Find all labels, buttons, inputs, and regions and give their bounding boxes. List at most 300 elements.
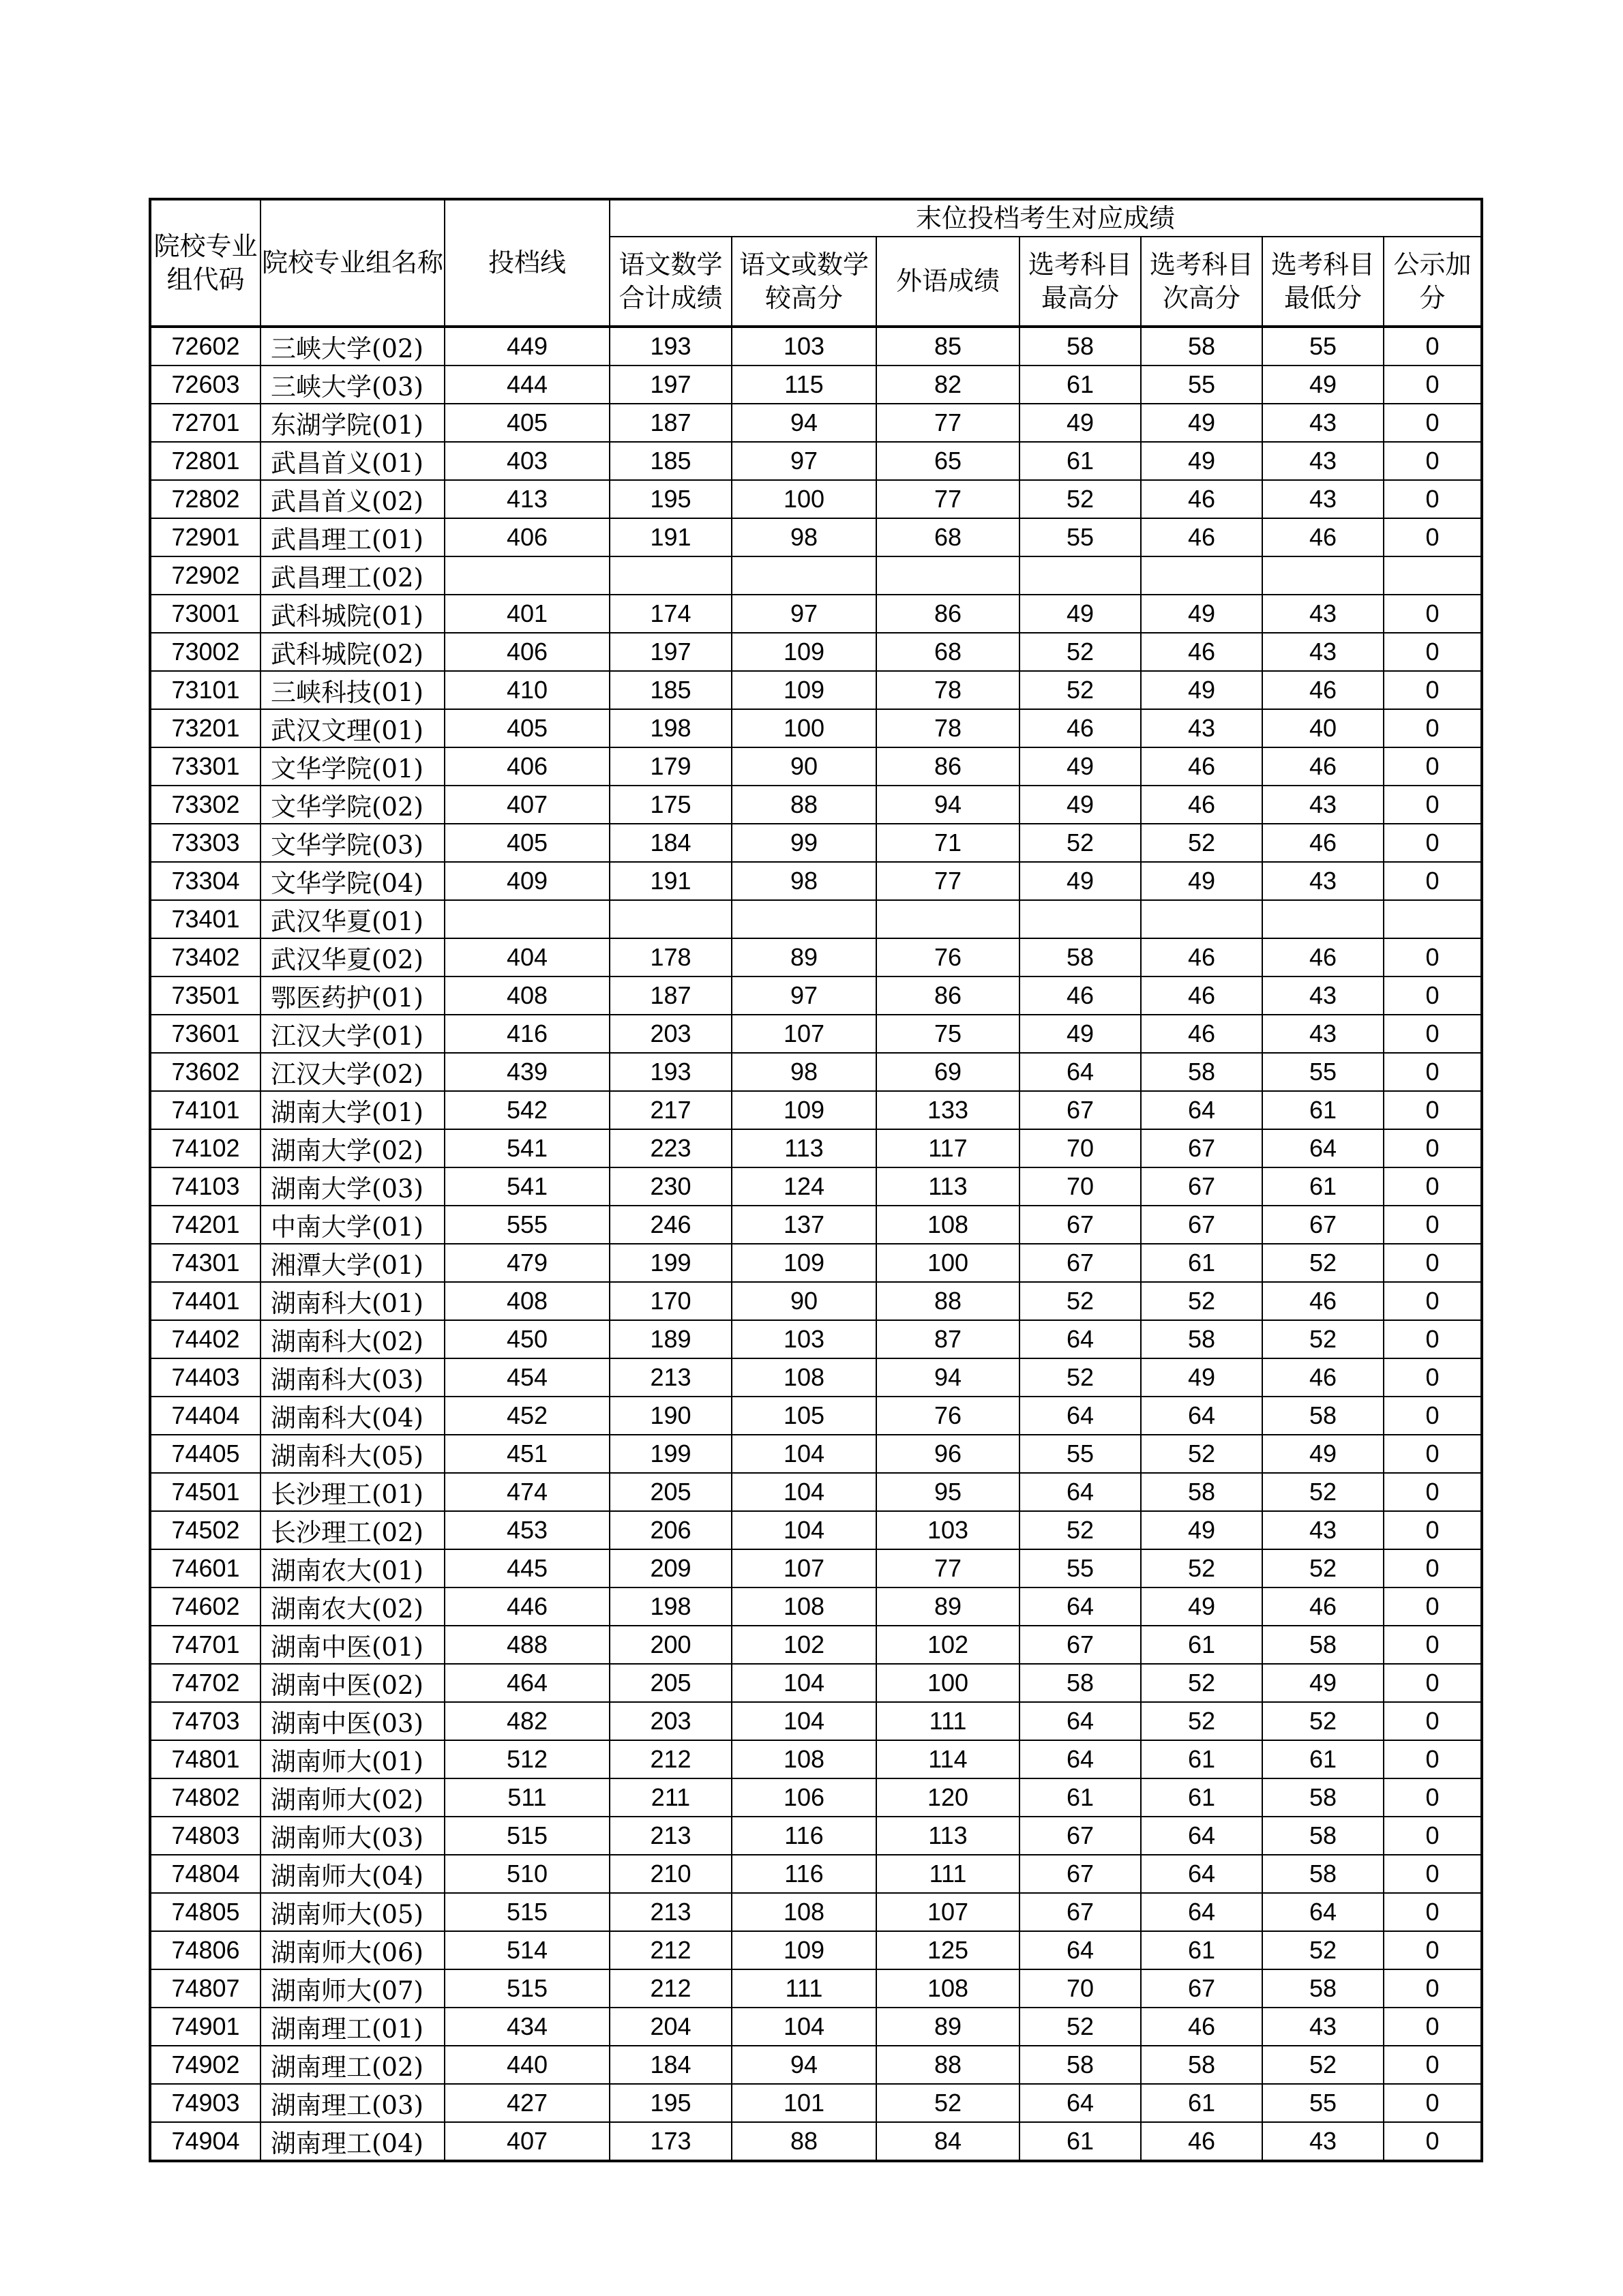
cell-cm-total: [610, 900, 732, 938]
cell-foreign: 87: [876, 1320, 1019, 1358]
cell-line: 439: [445, 1053, 610, 1091]
table-row: [150, 442, 1482, 480]
cell-elective-low: 43: [1262, 976, 1384, 1015]
cell-elective-low: 55: [1262, 1053, 1384, 1091]
cell-elective-high: [1019, 900, 1141, 938]
table-row: [150, 1855, 1482, 1893]
cell-cm-total: 195: [610, 2084, 732, 2122]
table-row: [150, 2122, 1482, 2161]
cell-cm-high: 98: [732, 1053, 876, 1091]
cell-cm-total: 178: [610, 938, 732, 976]
cell-bonus: 0: [1384, 1893, 1482, 1931]
cell-name: 三峡大学(03): [260, 366, 445, 404]
cell-code: 72901: [150, 518, 260, 556]
cell-cm-high: 124: [732, 1167, 876, 1206]
cell-foreign: 108: [876, 1969, 1019, 2008]
cell-foreign: 86: [876, 595, 1019, 633]
cell-elective-second: 64: [1141, 1817, 1262, 1855]
cell-code: 74201: [150, 1206, 260, 1244]
cell-elective-high: 46: [1019, 709, 1141, 747]
cell-code: 72801: [150, 442, 260, 480]
cell-line: 413: [445, 480, 610, 518]
cell-cm-high: 105: [732, 1397, 876, 1435]
cell-name: 东湖学院(01): [260, 404, 445, 442]
cell-name: 湖南大学(01): [260, 1091, 445, 1129]
cell-elective-second: 55: [1141, 366, 1262, 404]
cell-line: 404: [445, 938, 610, 976]
cell-cm-total: 217: [610, 1091, 732, 1129]
cell-elective-low: 49: [1262, 1664, 1384, 1702]
cell-elective-low: 46: [1262, 518, 1384, 556]
cell-elective-low: 43: [1262, 442, 1384, 480]
admission-score-table: [149, 198, 1483, 2162]
cell-elective-high: 49: [1019, 1015, 1141, 1053]
cell-name: 湖南理工(02): [260, 2046, 445, 2084]
cell-elective-high: 67: [1019, 1626, 1141, 1664]
table-row: [150, 976, 1482, 1015]
cell-elective-high: 61: [1019, 1778, 1141, 1817]
cell-cm-total: 170: [610, 1282, 732, 1320]
table-row: [150, 938, 1482, 976]
cell-code: 74703: [150, 1702, 260, 1740]
cell-name: 湖南师大(03): [260, 1817, 445, 1855]
cell-code: 74402: [150, 1320, 260, 1358]
cell-elective-second: 49: [1141, 1358, 1262, 1397]
cell-line: 479: [445, 1244, 610, 1282]
cell-line: 444: [445, 366, 610, 404]
cell-elective-high: 49: [1019, 786, 1141, 824]
cell-foreign: 111: [876, 1855, 1019, 1893]
cell-elective-second: 67: [1141, 1167, 1262, 1206]
cell-foreign: 103: [876, 1511, 1019, 1549]
cell-bonus: 0: [1384, 1817, 1482, 1855]
cell-foreign: 100: [876, 1664, 1019, 1702]
cell-foreign: 78: [876, 709, 1019, 747]
cell-code: 74602: [150, 1587, 260, 1626]
cell-elective-high: 64: [1019, 1587, 1141, 1626]
cell-elective-high: 52: [1019, 2008, 1141, 2046]
cell-line: 541: [445, 1129, 610, 1167]
cell-bonus: 0: [1384, 1931, 1482, 1969]
cell-line: 407: [445, 786, 610, 824]
cell-elective-low: 58: [1262, 1817, 1384, 1855]
cell-elective-second: 49: [1141, 595, 1262, 633]
cell-line: [445, 556, 610, 595]
cell-elective-low: 46: [1262, 1282, 1384, 1320]
cell-bonus: 0: [1384, 1740, 1482, 1778]
cell-name: 湖南理工(03): [260, 2084, 445, 2122]
cell-cm-total: 205: [610, 1473, 732, 1511]
cell-name: 湖南科大(04): [260, 1397, 445, 1435]
cell-cm-high: 116: [732, 1855, 876, 1893]
table-row: [150, 824, 1482, 862]
cell-bonus: 0: [1384, 480, 1482, 518]
cell-code: 73301: [150, 747, 260, 786]
cell-code: 74901: [150, 2008, 260, 2046]
cell-elective-second: 58: [1141, 1053, 1262, 1091]
cell-elective-low: 46: [1262, 671, 1384, 709]
cell-elective-high: 52: [1019, 671, 1141, 709]
table-row: [150, 518, 1482, 556]
cell-elective-second: 46: [1141, 786, 1262, 824]
cell-foreign: 77: [876, 862, 1019, 900]
cell-elective-low: 46: [1262, 1358, 1384, 1397]
cell-cm-high: 108: [732, 1893, 876, 1931]
cell-elective-high: 70: [1019, 1129, 1141, 1167]
cell-line: 511: [445, 1778, 610, 1817]
cell-bonus: 0: [1384, 327, 1482, 366]
header-name: 院校专业组名称: [260, 199, 445, 327]
cell-elective-high: 64: [1019, 1053, 1141, 1091]
cell-cm-total: 203: [610, 1702, 732, 1740]
cell-elective-low: 52: [1262, 2046, 1384, 2084]
cell-elective-low: 46: [1262, 824, 1384, 862]
cell-foreign: 76: [876, 938, 1019, 976]
cell-elective-second: 49: [1141, 671, 1262, 709]
cell-code: 72902: [150, 556, 260, 595]
cell-cm-total: 187: [610, 976, 732, 1015]
cell-name: 武昌理工(01): [260, 518, 445, 556]
cell-elective-high: 61: [1019, 366, 1141, 404]
cell-elective-high: 64: [1019, 1702, 1141, 1740]
cell-cm-high: [732, 900, 876, 938]
cell-cm-total: 213: [610, 1893, 732, 1931]
cell-name: 湖南中医(03): [260, 1702, 445, 1740]
cell-elective-second: 64: [1141, 1397, 1262, 1435]
cell-cm-high: 88: [732, 786, 876, 824]
cell-foreign: 68: [876, 633, 1019, 671]
cell-foreign: 69: [876, 1053, 1019, 1091]
table-row: [150, 556, 1482, 595]
cell-cm-total: 213: [610, 1817, 732, 1855]
cell-cm-total: 185: [610, 442, 732, 480]
cell-bonus: 0: [1384, 1664, 1482, 1702]
cell-elective-high: 52: [1019, 824, 1141, 862]
cell-name: 湖南科大(01): [260, 1282, 445, 1320]
cell-code: 74702: [150, 1664, 260, 1702]
cell-cm-total: 193: [610, 327, 732, 366]
cell-elective-high: 61: [1019, 442, 1141, 480]
table-row: [150, 671, 1482, 709]
cell-line: 405: [445, 824, 610, 862]
cell-name: 中南大学(01): [260, 1206, 445, 1244]
cell-elective-second: 49: [1141, 862, 1262, 900]
table-row: [150, 366, 1482, 404]
cell-bonus: 0: [1384, 595, 1482, 633]
cell-bonus: 0: [1384, 976, 1482, 1015]
table-row: [150, 1549, 1482, 1587]
cell-cm-high: 104: [732, 1702, 876, 1740]
cell-code: 73304: [150, 862, 260, 900]
cell-code: 74501: [150, 1473, 260, 1511]
cell-name: 湖南大学(02): [260, 1129, 445, 1167]
table-row: [150, 1587, 1482, 1626]
cell-cm-total: 212: [610, 1969, 732, 2008]
cell-cm-total: 209: [610, 1549, 732, 1587]
cell-code: 73602: [150, 1053, 260, 1091]
cell-elective-low: 43: [1262, 595, 1384, 633]
cell-cm-high: 106: [732, 1778, 876, 1817]
cell-code: 74301: [150, 1244, 260, 1282]
table-row: [150, 1129, 1482, 1167]
cell-bonus: 0: [1384, 824, 1482, 862]
cell-name: 湖南师大(05): [260, 1893, 445, 1931]
table-row: [150, 327, 1482, 366]
cell-name: 武汉华夏(01): [260, 900, 445, 938]
cell-code: 73002: [150, 633, 260, 671]
cell-name: 湖南农大(02): [260, 1587, 445, 1626]
cell-name: 武科城院(01): [260, 595, 445, 633]
cell-name: 三峡科技(01): [260, 671, 445, 709]
table-row: [150, 2008, 1482, 2046]
cell-elective-low: 43: [1262, 404, 1384, 442]
cell-bonus: 0: [1384, 1282, 1482, 1320]
cell-line: 407: [445, 2122, 610, 2161]
cell-elective-second: 46: [1141, 976, 1262, 1015]
cell-elective-second: 46: [1141, 633, 1262, 671]
table-row: [150, 1091, 1482, 1129]
cell-name: 长沙理工(02): [260, 1511, 445, 1549]
cell-line: 515: [445, 1969, 610, 2008]
cell-name: 武昌首义(02): [260, 480, 445, 518]
cell-line: 416: [445, 1015, 610, 1053]
cell-code: 73201: [150, 709, 260, 747]
cell-elective-second: 61: [1141, 2084, 1262, 2122]
cell-code: 73001: [150, 595, 260, 633]
cell-name: 湖南师大(07): [260, 1969, 445, 2008]
cell-elective-second: 52: [1141, 1664, 1262, 1702]
cell-bonus: 0: [1384, 518, 1482, 556]
cell-name: 湖南科大(05): [260, 1435, 445, 1473]
cell-foreign: 78: [876, 671, 1019, 709]
cell-cm-total: 198: [610, 709, 732, 747]
cell-name: 湖南师大(06): [260, 1931, 445, 1969]
cell-name: 湖南科大(02): [260, 1320, 445, 1358]
table-row: [150, 1511, 1482, 1549]
cell-elective-high: 67: [1019, 1206, 1141, 1244]
cell-bonus: [1384, 900, 1482, 938]
cell-foreign: 88: [876, 1282, 1019, 1320]
cell-name: 江汉大学(01): [260, 1015, 445, 1053]
cell-line: 464: [445, 1664, 610, 1702]
header-elective-second: 选考科目次高分: [1141, 237, 1262, 327]
cell-elective-high: 58: [1019, 938, 1141, 976]
cell-cm-high: 113: [732, 1129, 876, 1167]
cell-cm-high: 94: [732, 2046, 876, 2084]
cell-line: 541: [445, 1167, 610, 1206]
cell-elective-high: 70: [1019, 1167, 1141, 1206]
cell-cm-high: 98: [732, 862, 876, 900]
cell-code: 72602: [150, 327, 260, 366]
cell-elective-low: 64: [1262, 1129, 1384, 1167]
cell-elective-second: [1141, 900, 1262, 938]
cell-cm-total: 204: [610, 2008, 732, 2046]
cell-name: 武昌首义(01): [260, 442, 445, 480]
cell-elective-low: 52: [1262, 1702, 1384, 1740]
cell-cm-high: 100: [732, 480, 876, 518]
cell-code: 73501: [150, 976, 260, 1015]
cell-cm-high: 109: [732, 1931, 876, 1969]
cell-cm-total: 210: [610, 1855, 732, 1893]
cell-code: 74404: [150, 1397, 260, 1435]
cell-elective-second: 61: [1141, 1931, 1262, 1969]
cell-bonus: 0: [1384, 1244, 1482, 1282]
cell-elective-high: 67: [1019, 1893, 1141, 1931]
cell-cm-high: 104: [732, 1511, 876, 1549]
cell-line: 446: [445, 1587, 610, 1626]
cell-elective-low: 52: [1262, 1931, 1384, 1969]
cell-cm-high: 104: [732, 1473, 876, 1511]
cell-bonus: 0: [1384, 366, 1482, 404]
cell-cm-high: 97: [732, 595, 876, 633]
table-row: [150, 1931, 1482, 1969]
table-row: [150, 1320, 1482, 1358]
table-row: [150, 1702, 1482, 1740]
cell-bonus: 0: [1384, 1091, 1482, 1129]
cell-cm-high: 101: [732, 2084, 876, 2122]
cell-elective-high: 49: [1019, 404, 1141, 442]
cell-elective-low: 43: [1262, 2008, 1384, 2046]
cell-foreign: 75: [876, 1015, 1019, 1053]
table-row: [150, 1244, 1482, 1282]
cell-foreign: 52: [876, 2084, 1019, 2122]
cell-line: 555: [445, 1206, 610, 1244]
cell-cm-high: 88: [732, 2122, 876, 2161]
cell-bonus: [1384, 556, 1482, 595]
cell-elective-high: 64: [1019, 1473, 1141, 1511]
cell-code: 73601: [150, 1015, 260, 1053]
cell-foreign: 113: [876, 1817, 1019, 1855]
cell-elective-low: 49: [1262, 1435, 1384, 1473]
cell-cm-total: 203: [610, 1015, 732, 1053]
cell-elective-low: 43: [1262, 862, 1384, 900]
header-cm-total: 语文数学合计成绩: [610, 237, 732, 327]
cell-name: 文华学院(04): [260, 862, 445, 900]
table-row: [150, 1397, 1482, 1435]
cell-code: 74902: [150, 2046, 260, 2084]
table-row: [150, 1778, 1482, 1817]
cell-elective-high: 49: [1019, 862, 1141, 900]
cell-elective-second: 46: [1141, 518, 1262, 556]
cell-elective-second: 49: [1141, 1511, 1262, 1549]
cell-elective-low: 67: [1262, 1206, 1384, 1244]
cell-cm-total: 184: [610, 2046, 732, 2084]
cell-cm-total: 174: [610, 595, 732, 633]
cell-name: 武汉文理(01): [260, 709, 445, 747]
cell-cm-total: 195: [610, 480, 732, 518]
cell-bonus: 0: [1384, 1855, 1482, 1893]
cell-line: 401: [445, 595, 610, 633]
cell-cm-high: 97: [732, 442, 876, 480]
cell-cm-total: 175: [610, 786, 732, 824]
cell-cm-total: 230: [610, 1167, 732, 1206]
cell-code: 73401: [150, 900, 260, 938]
cell-elective-second: 52: [1141, 1702, 1262, 1740]
cell-foreign: 86: [876, 976, 1019, 1015]
table-row: [150, 1282, 1482, 1320]
cell-elective-high: 64: [1019, 2084, 1141, 2122]
cell-cm-total: 191: [610, 518, 732, 556]
cell-cm-total: 213: [610, 1358, 732, 1397]
cell-cm-high: 103: [732, 1320, 876, 1358]
cell-elective-second: 52: [1141, 1282, 1262, 1320]
cell-line: 408: [445, 976, 610, 1015]
cell-line: [445, 900, 610, 938]
cell-line: 510: [445, 1855, 610, 1893]
cell-cm-total: 179: [610, 747, 732, 786]
table-row: [150, 1473, 1482, 1511]
cell-elective-low: 40: [1262, 709, 1384, 747]
cell-elective-second: 64: [1141, 1855, 1262, 1893]
cell-elective-high: 46: [1019, 976, 1141, 1015]
cell-elective-high: 64: [1019, 1931, 1141, 1969]
cell-cm-high: 109: [732, 1244, 876, 1282]
cell-name: 湖南大学(03): [260, 1167, 445, 1206]
cell-elective-second: 52: [1141, 1435, 1262, 1473]
cell-cm-high: 89: [732, 938, 876, 976]
cell-elective-low: 46: [1262, 1587, 1384, 1626]
cell-cm-total: 184: [610, 824, 732, 862]
cell-cm-total: 191: [610, 862, 732, 900]
cell-code: 74403: [150, 1358, 260, 1397]
cell-name: 湖南师大(02): [260, 1778, 445, 1817]
cell-line: 449: [445, 327, 610, 366]
cell-cm-total: 199: [610, 1244, 732, 1282]
header-code: 院校专业组代码: [150, 199, 260, 327]
cell-bonus: 0: [1384, 747, 1482, 786]
cell-cm-high: 103: [732, 327, 876, 366]
cell-elective-low: [1262, 556, 1384, 595]
table-row: [150, 900, 1482, 938]
cell-elective-low: 55: [1262, 327, 1384, 366]
cell-elective-high: 64: [1019, 1740, 1141, 1778]
cell-cm-high: 108: [732, 1587, 876, 1626]
cell-cm-total: 206: [610, 1511, 732, 1549]
cell-bonus: 0: [1384, 442, 1482, 480]
cell-cm-high: [732, 556, 876, 595]
cell-cm-total: [610, 556, 732, 595]
cell-elective-second: 46: [1141, 1015, 1262, 1053]
cell-cm-high: 107: [732, 1549, 876, 1587]
cell-code: 74804: [150, 1855, 260, 1893]
cell-elective-low: [1262, 900, 1384, 938]
cell-line: 405: [445, 404, 610, 442]
cell-elective-second: 52: [1141, 824, 1262, 862]
cell-cm-high: 97: [732, 976, 876, 1015]
cell-code: 72603: [150, 366, 260, 404]
cell-cm-total: 185: [610, 671, 732, 709]
cell-elective-low: 58: [1262, 1855, 1384, 1893]
table-row: [150, 404, 1482, 442]
table-row: [150, 2046, 1482, 2084]
cell-elective-high: 52: [1019, 1511, 1141, 1549]
cell-name: 武昌理工(02): [260, 556, 445, 595]
cell-foreign: 108: [876, 1206, 1019, 1244]
cell-foreign: 89: [876, 1587, 1019, 1626]
cell-elective-second: 49: [1141, 1587, 1262, 1626]
cell-elective-low: 61: [1262, 1167, 1384, 1206]
cell-elective-high: 55: [1019, 1549, 1141, 1587]
cell-cm-high: 109: [732, 671, 876, 709]
header-elective-low: 选考科目最低分: [1262, 237, 1384, 327]
cell-line: 452: [445, 1397, 610, 1435]
cell-foreign: 96: [876, 1435, 1019, 1473]
cell-cm-total: 187: [610, 404, 732, 442]
table-row: [150, 633, 1482, 671]
cell-foreign: 113: [876, 1167, 1019, 1206]
cell-cm-high: 90: [732, 747, 876, 786]
cell-line: 405: [445, 709, 610, 747]
